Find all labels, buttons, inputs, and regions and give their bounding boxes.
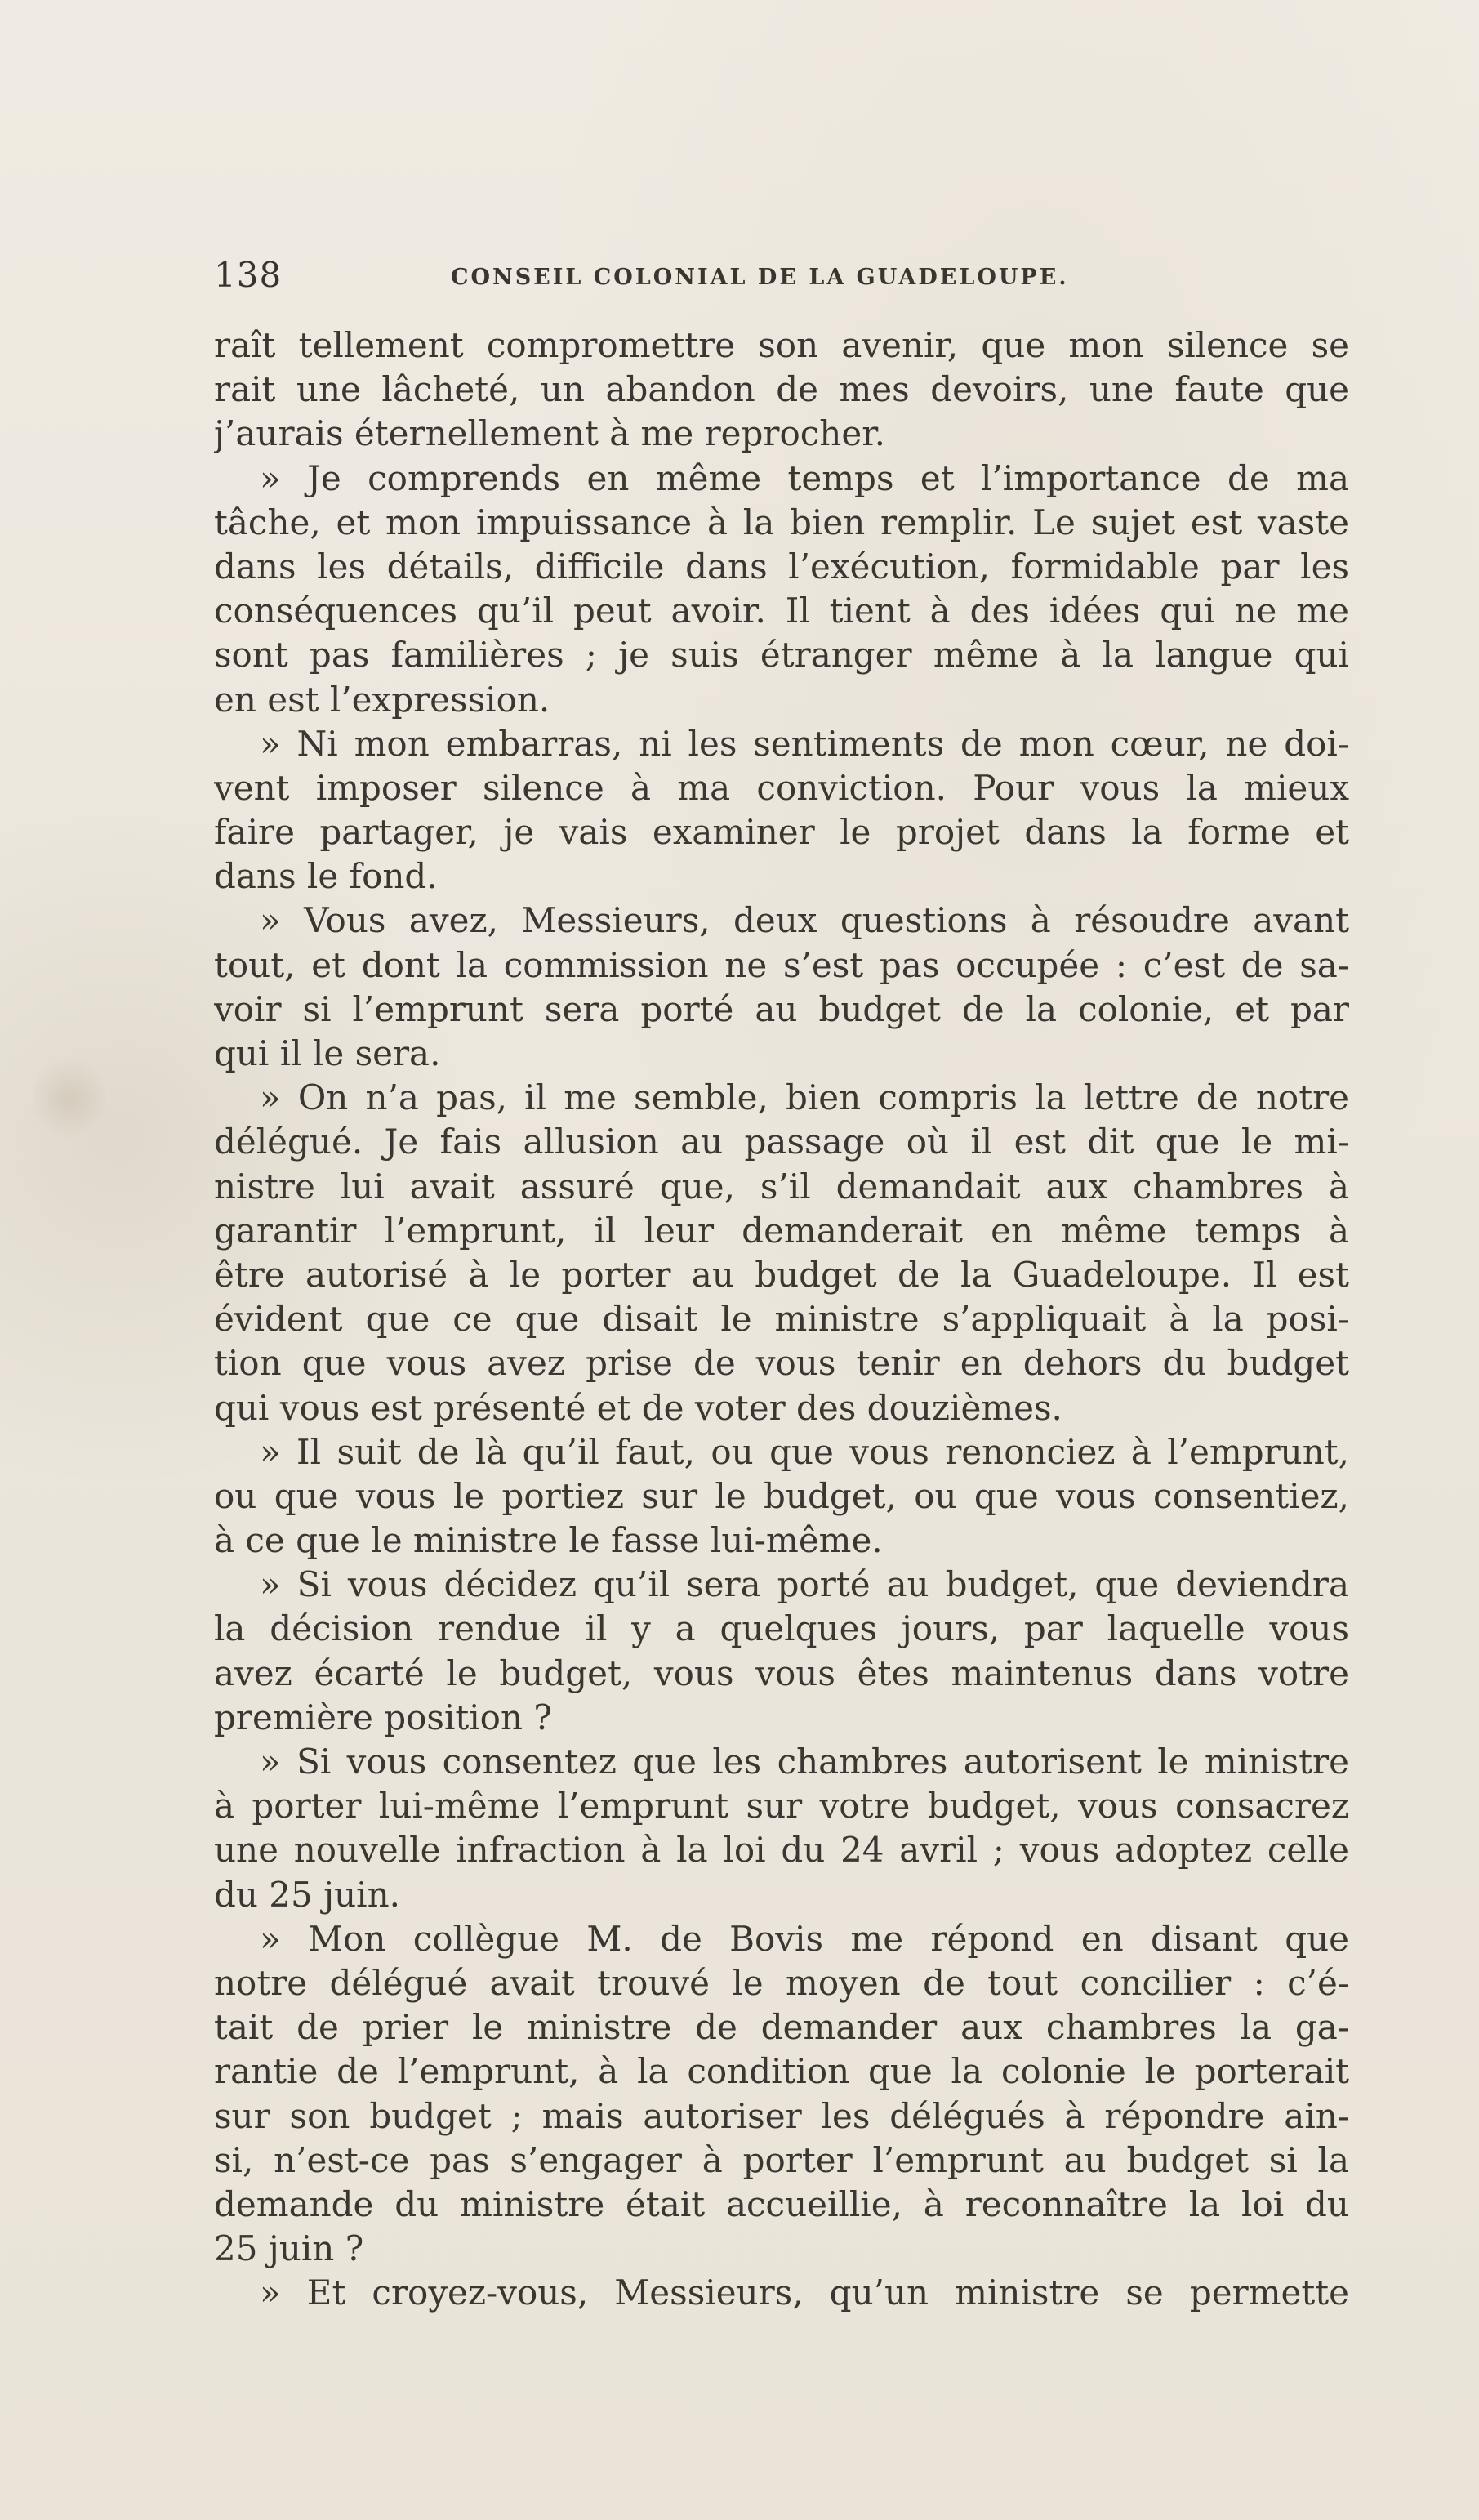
text-line: délégué. Je fais allusion au passage où il est dit que le mi- <box>214 1122 1349 1162</box>
text-line: » Ni mon embarras, ni les sentiments de mon cœur, ne doi- <box>260 723 1349 764</box>
text-line: première position ? <box>214 1697 552 1737</box>
text-line: conséquences qu’il peut avoir. Il tient à des idées qui ne me <box>214 591 1349 631</box>
text-line: » Mon collègue M. de Bovis me répond en disant que <box>260 1918 1349 1959</box>
text-line: tait de prier le ministre de demander aux chambres la ga- <box>214 2007 1349 2048</box>
text-line: à porter lui-même l’emprunt sur votre budget, vous consacrez <box>214 1786 1349 1826</box>
text-line: qui vous est présenté et de voter des douzièmes. <box>214 1387 1062 1428</box>
text-line: » Et croyez-vous, Messieurs, qu’un ministre se permette <box>260 2272 1349 2313</box>
text-line: à ce que le ministre le fasse lui-même. <box>214 1520 883 1561</box>
text-line: sont pas familières ; je suis étranger même à la langue qui <box>214 635 1349 676</box>
text-line: être autorisé à le porter au budget de la Guadeloupe. Il est <box>214 1254 1349 1295</box>
text-line: sur son budget ; mais autoriser les délégués à répondre ain- <box>214 2095 1349 2136</box>
text-line: » Il suit de là qu’il faut, ou que vous renonciez à l’emprunt, <box>260 1431 1349 1472</box>
text-line: vent imposer silence à ma conviction. Pour vous la mieux <box>214 767 1349 808</box>
text-line: » Si vous décidez qu’il sera porté au budget, que deviendra <box>260 1564 1349 1605</box>
text-line: tâche, et mon impuissance à la bien remplir. Le sujet est vaste <box>214 502 1349 542</box>
text-line: une nouvelle infraction à la loi du 24 avril ; vous adoptez celle <box>214 1830 1349 1871</box>
text-line: j’aurais éternellement à me reprocher. <box>214 413 886 454</box>
body-text <box>214 323 1349 2315</box>
text-line: qui il le sera. <box>214 1033 441 1073</box>
text-line: rantie de l’emprunt, à la condition que la colonie le porterait <box>214 2051 1349 2092</box>
text-line: voir si l’emprunt sera porté au budget de la colonie, et par <box>214 988 1349 1029</box>
text-line: avez écarté le budget, vous vous êtes maintenus dans votre <box>214 1652 1349 1693</box>
page-header <box>214 255 1349 296</box>
text-line: tout, et dont la commission ne s’est pas occupée : c’est de sa- <box>214 944 1349 985</box>
text-line: » On n’a pas, il me semble, bien compris la lettre de notre <box>260 1077 1349 1118</box>
running-title: CONSEIL COLONIAL DE LA GUADELOUPE. <box>451 265 1069 290</box>
text-line: dans les détails, difficile dans l’exécution, formidable par les <box>214 546 1349 587</box>
text-line: » Si vous consentez que les chambres autorisent le ministre <box>260 1742 1349 1782</box>
text-line: » Vous avez, Messieurs, deux questions à résoudre avant <box>260 900 1349 941</box>
text-line: ou que vous le portiez sur le budget, ou que vous consentiez, <box>214 1475 1349 1516</box>
text-line: tion que vous avez prise de vous tenir en dehors du budget <box>214 1343 1349 1384</box>
text-line: si, n’est-ce pas s’engager à porter l’emprunt au budget si la <box>214 2139 1349 2180</box>
paper-stain <box>33 1054 106 1144</box>
text-line: nistre lui avait assuré que, s’il demandait aux chambres à <box>214 1166 1349 1206</box>
text-line: dans le fond. <box>214 856 438 897</box>
text-line: en est l’expression. <box>214 679 550 720</box>
text-line: rait une lâcheté, un abandon de mes devoirs, une faute que <box>214 369 1349 410</box>
text-line: 25 juin ? <box>214 2228 364 2269</box>
page-number: 138 <box>214 255 283 295</box>
text-line: du 25 juin. <box>214 1874 400 1915</box>
text-line: raît tellement compromettre son avenir, que mon silence se <box>214 325 1349 365</box>
text-line: évident que ce que disait le ministre s’appliquait à la posi- <box>214 1299 1349 1340</box>
text-line: garantir l’emprunt, il leur demanderait en même temps à <box>214 1210 1349 1251</box>
text-line: demande du ministre était accueillie, à reconnaître la loi du <box>214 2183 1349 2224</box>
text-line: » Je comprends en même temps et l’importance de ma <box>260 457 1349 498</box>
text-line: faire partager, je vais examiner le projet dans la forme et <box>214 812 1349 853</box>
text-line: notre délégué avait trouvé le moyen de tout concilier : c’é- <box>214 1962 1349 2003</box>
text-line: la décision rendue il y a quelques jours, par laquelle vous <box>214 1608 1349 1649</box>
